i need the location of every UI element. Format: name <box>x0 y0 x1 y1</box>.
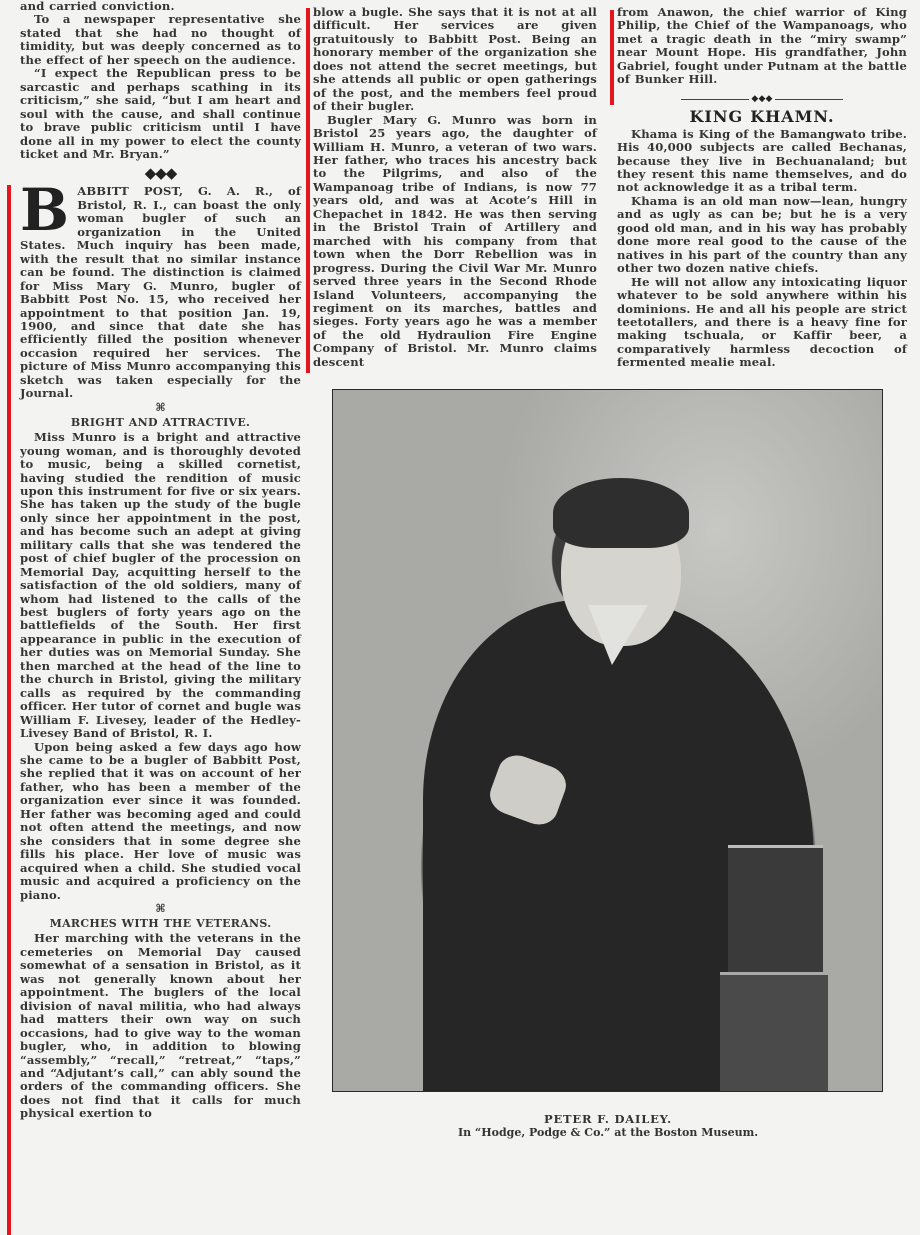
divider-line <box>681 99 749 100</box>
annotation-marker-col1 <box>7 185 11 1235</box>
photo-figure-hair <box>553 478 689 548</box>
paragraph: and carried conviction. <box>20 0 175 13</box>
article-column-3 <box>617 6 907 370</box>
paragraph: Khama is an old man now—lean, hungry and as ugly as can be; but he is a very good old man, and in his way has probably done more real good to the cause of the natives in his part of the country than any other two dozen native chiefs. <box>617 193 907 276</box>
lead-paragraph <box>20 176 301 401</box>
article-column-1 <box>20 0 301 1121</box>
section-mark: ⌘ <box>155 400 166 414</box>
divider-ornament: ◆◆◆ <box>751 93 773 104</box>
divider-line <box>775 99 843 100</box>
paragraph: To a newspaper representative she stated that she had no thought of timidity, but was deeply concerned as to the effect of her speech on the audience. <box>20 12 301 67</box>
drop-cap: B <box>20 176 70 245</box>
annotation-marker-col2-top <box>610 10 614 105</box>
paragraph: blow a bugle. She says that it is not at all difficult. Her services are given gratuitously to Babbitt Post. Being an honorary member of the organization she does not attend the secret meetings, but she attends all public or open gatherings of the post, and the members feel proud of their bugler. <box>313 5 597 114</box>
section-mark: ⌘ <box>155 902 166 915</box>
subheading: MARCHES WITH THE VETERANS. <box>49 917 272 930</box>
article-column-2 <box>313 6 597 369</box>
paragraph: Miss Munro is a bright and attractive young woman, and is thoroughly devoted to music, being a skilled cornetist, having studied the rendition of music upon this instrument for five or six years. She has taken up the study of the bugle only since her appointment in the post, and has become such an adept at giving military calls that she was tendered the post of chief bugler of the procession on Memorial Day, acquitting herself to the satisfaction of the old soldiers, many of whom had listened to the calls of the best buglers of forty years ago on the battlefields of the South. Her first appearance in public in the execution of her duties was on Memorial Sunday. She then marched at the head of the line to the church in Bristol, giving the military calls as required by the commanding officer. Her tutor of cornet and bugle was William F. Livesey, leader of the Hedley-Livesey Band of Bristol, R. I. <box>20 430 301 741</box>
article-title: KING KHAMN. <box>689 107 835 127</box>
caption-line: In “Hodge, Podge & Co.” at the Boston Museum. <box>457 1126 759 1139</box>
paragraph: Bugler Mary G. Munro was born in Bristol 25 years ago, the daughter of William H. Munro, a veteran of two wars. Her father, who traces his ancestry back to the Pilgrims, and also of the Wampanoag tribe of Indians, is now 77 years old, and was at Acote’s Hill in Chepachet in 1842. He was then serving in the Bristol Train of Artillery and marched with his company from that town when the Dorr Rebellion was in progress. During the Civil War Mr. Munro served three years in the Second Rhode Island Volunteers, accompanying the regiment on its marches, battles and sieges. Forty years ago he was a member of the old Hydraulion Fire Engine Company of Bristol. Mr. Munro claims descent <box>313 112 597 369</box>
paragraph: from Anawon, the chief warrior of King Philip, the Chief of the Wampanoags, who met a tragic death in the “miry swamp” near Mount Hope. His grandfather, John Gabriel, fought under Putnam at the battle of Bunker Hill. <box>617 5 907 87</box>
section-ornament: ◆◆◆ <box>144 164 177 183</box>
section-divider <box>617 93 907 106</box>
portrait-photo <box>332 389 883 1092</box>
paragraph: “I expect the Republican press to be sarcastic and perhaps scathing in its criticism,” she said, “but I am heart and soul with the cause, and shall continue to brave public criticism until I have done all in my power to elect the county ticket and Mr. Bryan.” <box>20 66 301 161</box>
photo-caption <box>332 1112 884 1140</box>
annotation-marker-col2 <box>306 8 310 373</box>
subheading: BRIGHT AND ATTRACTIVE. <box>70 415 251 429</box>
photo-pedestal-base <box>720 972 828 1092</box>
paragraph: Khama is King of the Bamangwato tribe. His 40,000 subjects are called Bechanas, because they live in Bechuanaland; but they resent this name themselves, and do not acknowledge it as a tribal term. <box>617 126 907 195</box>
paragraph: Her marching with the veterans in the cemeteries on Memorial Day caused somewhat of a sensation in Bristol, as it was not generally known about her appointment. The buglers of the local division of naval militia, who had always had matters their own way on such occasions, had to give way to the woman bugler, who, in addition to blowing “assembly,” “recall,” “retreat,” “taps,” and “Adjutant’s call,” can ably sound the orders of the commanding officers. She does not find that it calls for much physical exertion to <box>20 931 301 1121</box>
paragraph: ABBITT POST, G. A. R., of Bristol, R. I., can boast the only woman bugler of such an organization in the United States. Much inquiry has been made, with the result that no similar instance can be found. The distinction is claimed for Miss Mary G. Munro, bugler of Babbitt Post No. 15, who received her appointment to that position Jan. 19, 1900, and since that date she has efficiently filled the position whenever occasion required her services. The picture of Miss Munro accompanying this sketch was taken especially for the Journal. <box>20 184 301 401</box>
paragraph: Upon being asked a few days ago how she came to be a bugler of Babbitt Post, she replied that it was on account of her father, who has been a member of the organization ever since it was founded. Her father was becoming aged and could not often attend the meetings, and now she considers that in some degree she fills his place. Her love of music was acquired when a child. She studied vocal music and acquired a proficiency on the piano. <box>20 739 301 902</box>
paragraph: He will not allow any intoxicating liquor whatever to be sold anywhere within his dominions. He and all his people are strict teetotallers, and there is a heavy fine for making tschuala, or Kaffir beer, a comparatively harmless decoction of fermented mealie meal. <box>617 274 907 370</box>
caption-name: PETER F. DAILEY. <box>544 1112 672 1126</box>
